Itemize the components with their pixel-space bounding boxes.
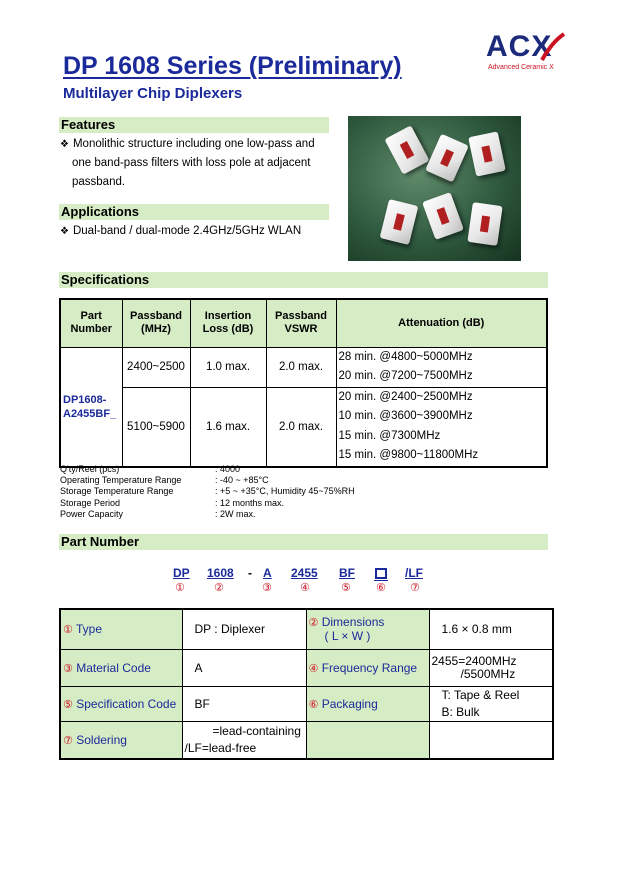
misc-row: [60, 497, 285, 509]
table-row: [60, 649, 553, 686]
pn-num: ④: [300, 581, 310, 594]
misc-label: Storage Temperature Range: [60, 486, 174, 497]
misc-row: [60, 475, 269, 486]
header-vswr: Passband VSWR: [266, 299, 336, 347]
features-text: [60, 135, 340, 192]
option-label-material: ③ Material Code: [60, 649, 182, 686]
option-label-soldering: ⑦ Soldering: [60, 721, 182, 759]
vswr-cell: 2.0 max.: [266, 387, 336, 467]
applications-line-1: Dual-band / dual-mode 2.4GHz/5GHz WLAN: [72, 225, 302, 237]
option-label-spec-code: ⑤ Specification Code: [60, 686, 182, 721]
pn-num: ②: [214, 581, 224, 594]
table-row: [60, 609, 553, 649]
table-row: [60, 387, 547, 467]
option-label-packaging: ⑥ Packaging: [306, 686, 429, 721]
chip-image: [422, 192, 464, 240]
attenuation-line: 20 min. @7200~7500MHz: [338, 370, 473, 382]
header-part-number: Part Number: [60, 299, 122, 347]
features-line-3: passband.: [72, 176, 126, 188]
table-row: [60, 347, 547, 387]
page-subtitle: Multilayer Chip Diplexers: [63, 85, 243, 102]
chip-image: [384, 125, 429, 174]
applications-heading: Applications: [59, 204, 329, 220]
option-value-dimensions: 1.6 × 0.8 mm: [429, 609, 553, 649]
option-value-packaging: T: Tape & Reel B: Bulk: [429, 686, 553, 721]
table-header-row: [60, 299, 547, 347]
logo-text: ACX: [486, 30, 553, 63]
page-title: DP 1608 Series (Preliminary): [63, 52, 402, 80]
option-empty-value: [429, 721, 553, 759]
option-value-spec-code: BF: [182, 686, 306, 721]
features-line-1: Monolithic structure including one low-pass and: [72, 138, 315, 150]
insertion-loss-cell: 1.6 max.: [190, 387, 266, 467]
header-insertion-loss: Insertion Loss (dB): [190, 299, 266, 347]
passband-cell: 2400~2500: [122, 347, 190, 387]
pn-code-type: DP: [173, 566, 190, 580]
part-number-heading: Part Number: [59, 534, 548, 550]
misc-row: [60, 486, 355, 497]
option-value-frequency: 2455=2400MHz /5500MHz: [429, 649, 553, 686]
table-row: [60, 686, 553, 721]
header-attenuation: Attenuation (dB): [336, 299, 547, 347]
misc-label: Operating Temperature Range: [60, 475, 182, 486]
pn-num: ⑦: [410, 581, 420, 594]
chip-image: [468, 131, 506, 176]
pn-code-dimension: 1608: [207, 566, 234, 580]
misc-label: Q'ty/Reel (pcs): [60, 464, 120, 474]
misc-specs: [60, 464, 355, 520]
attenuation-cell: [336, 387, 547, 467]
product-photo: [348, 116, 521, 261]
passband-cell: 5100~5900: [122, 387, 190, 467]
option-label-dimensions: ② Dimensions ( L × W ): [306, 609, 429, 649]
diamond-bullet-icon: ❖: [60, 139, 69, 150]
pn-code-soldering: /LF: [405, 566, 423, 580]
misc-value: : +5 ~ +35°C, Humidity 45~75%RH: [215, 486, 355, 497]
diamond-bullet-icon: ❖: [60, 226, 69, 237]
pn-code-frequency: 2455: [291, 566, 318, 580]
acx-logo: [482, 30, 572, 75]
applications-text: [60, 222, 350, 241]
chip-image: [380, 199, 419, 245]
pn-code-material: A: [263, 566, 272, 580]
chip-image: [467, 202, 502, 246]
pn-packaging-box-icon: [375, 568, 387, 579]
chip-image: [425, 134, 469, 183]
features-line-2: one band-pass filters with loss pole at adjacent: [72, 157, 311, 169]
option-value-soldering: =lead-containing /LF=lead-free: [182, 721, 306, 759]
attenuation-line: 28 min. @4800~5000MHz: [338, 350, 473, 363]
option-label-frequency: ④ Frequency Range: [306, 649, 429, 686]
part-number-options-table: [59, 608, 554, 760]
logo-swoosh-icon: [540, 32, 566, 62]
attenuation-line: 15 min. @7300MHz: [338, 429, 441, 442]
part-number-cell: DP1608-A2455BF_: [60, 347, 122, 467]
misc-label: Storage Period: [60, 497, 121, 508]
option-value-material: A: [182, 649, 306, 686]
pn-dash: -: [248, 566, 252, 580]
specifications-heading: Specifications: [59, 272, 548, 288]
option-label-type: ① Type: [60, 609, 182, 649]
attenuation-cell: [336, 347, 547, 387]
logo-subtext: Advanced Ceramic X: [488, 64, 554, 71]
attenuation-line: 20 min. @2400~2500MHz: [338, 390, 473, 403]
attenuation-line: 15 min. @9800~11800MHz: [338, 449, 479, 461]
option-value-type: DP : Diplexer: [182, 609, 306, 649]
pn-num: ⑤: [341, 581, 351, 594]
vswr-cell: 2.0 max.: [266, 347, 336, 387]
misc-value: : -40 ~ +85°C: [215, 475, 269, 486]
misc-value: : 2W max.: [215, 508, 256, 519]
pn-code-spec: BF: [339, 566, 355, 580]
option-empty-label: [306, 721, 429, 759]
pn-num: ①: [175, 581, 185, 594]
attenuation-line: 10 min. @3600~3900MHz: [338, 410, 473, 422]
header-passband: Passband (MHz): [122, 299, 190, 347]
misc-value: : 4000: [215, 464, 241, 474]
specifications-table: [59, 298, 548, 468]
table-row: [60, 721, 553, 759]
pn-num: ③: [262, 581, 272, 594]
misc-row: [60, 508, 256, 520]
misc-value: : 12 months max.: [215, 497, 285, 508]
insertion-loss-cell: 1.0 max.: [190, 347, 266, 387]
pn-num: ⑥: [376, 581, 386, 594]
misc-label: Power Capacity: [60, 508, 124, 519]
misc-row: [60, 464, 241, 475]
features-heading: Features: [59, 117, 329, 133]
